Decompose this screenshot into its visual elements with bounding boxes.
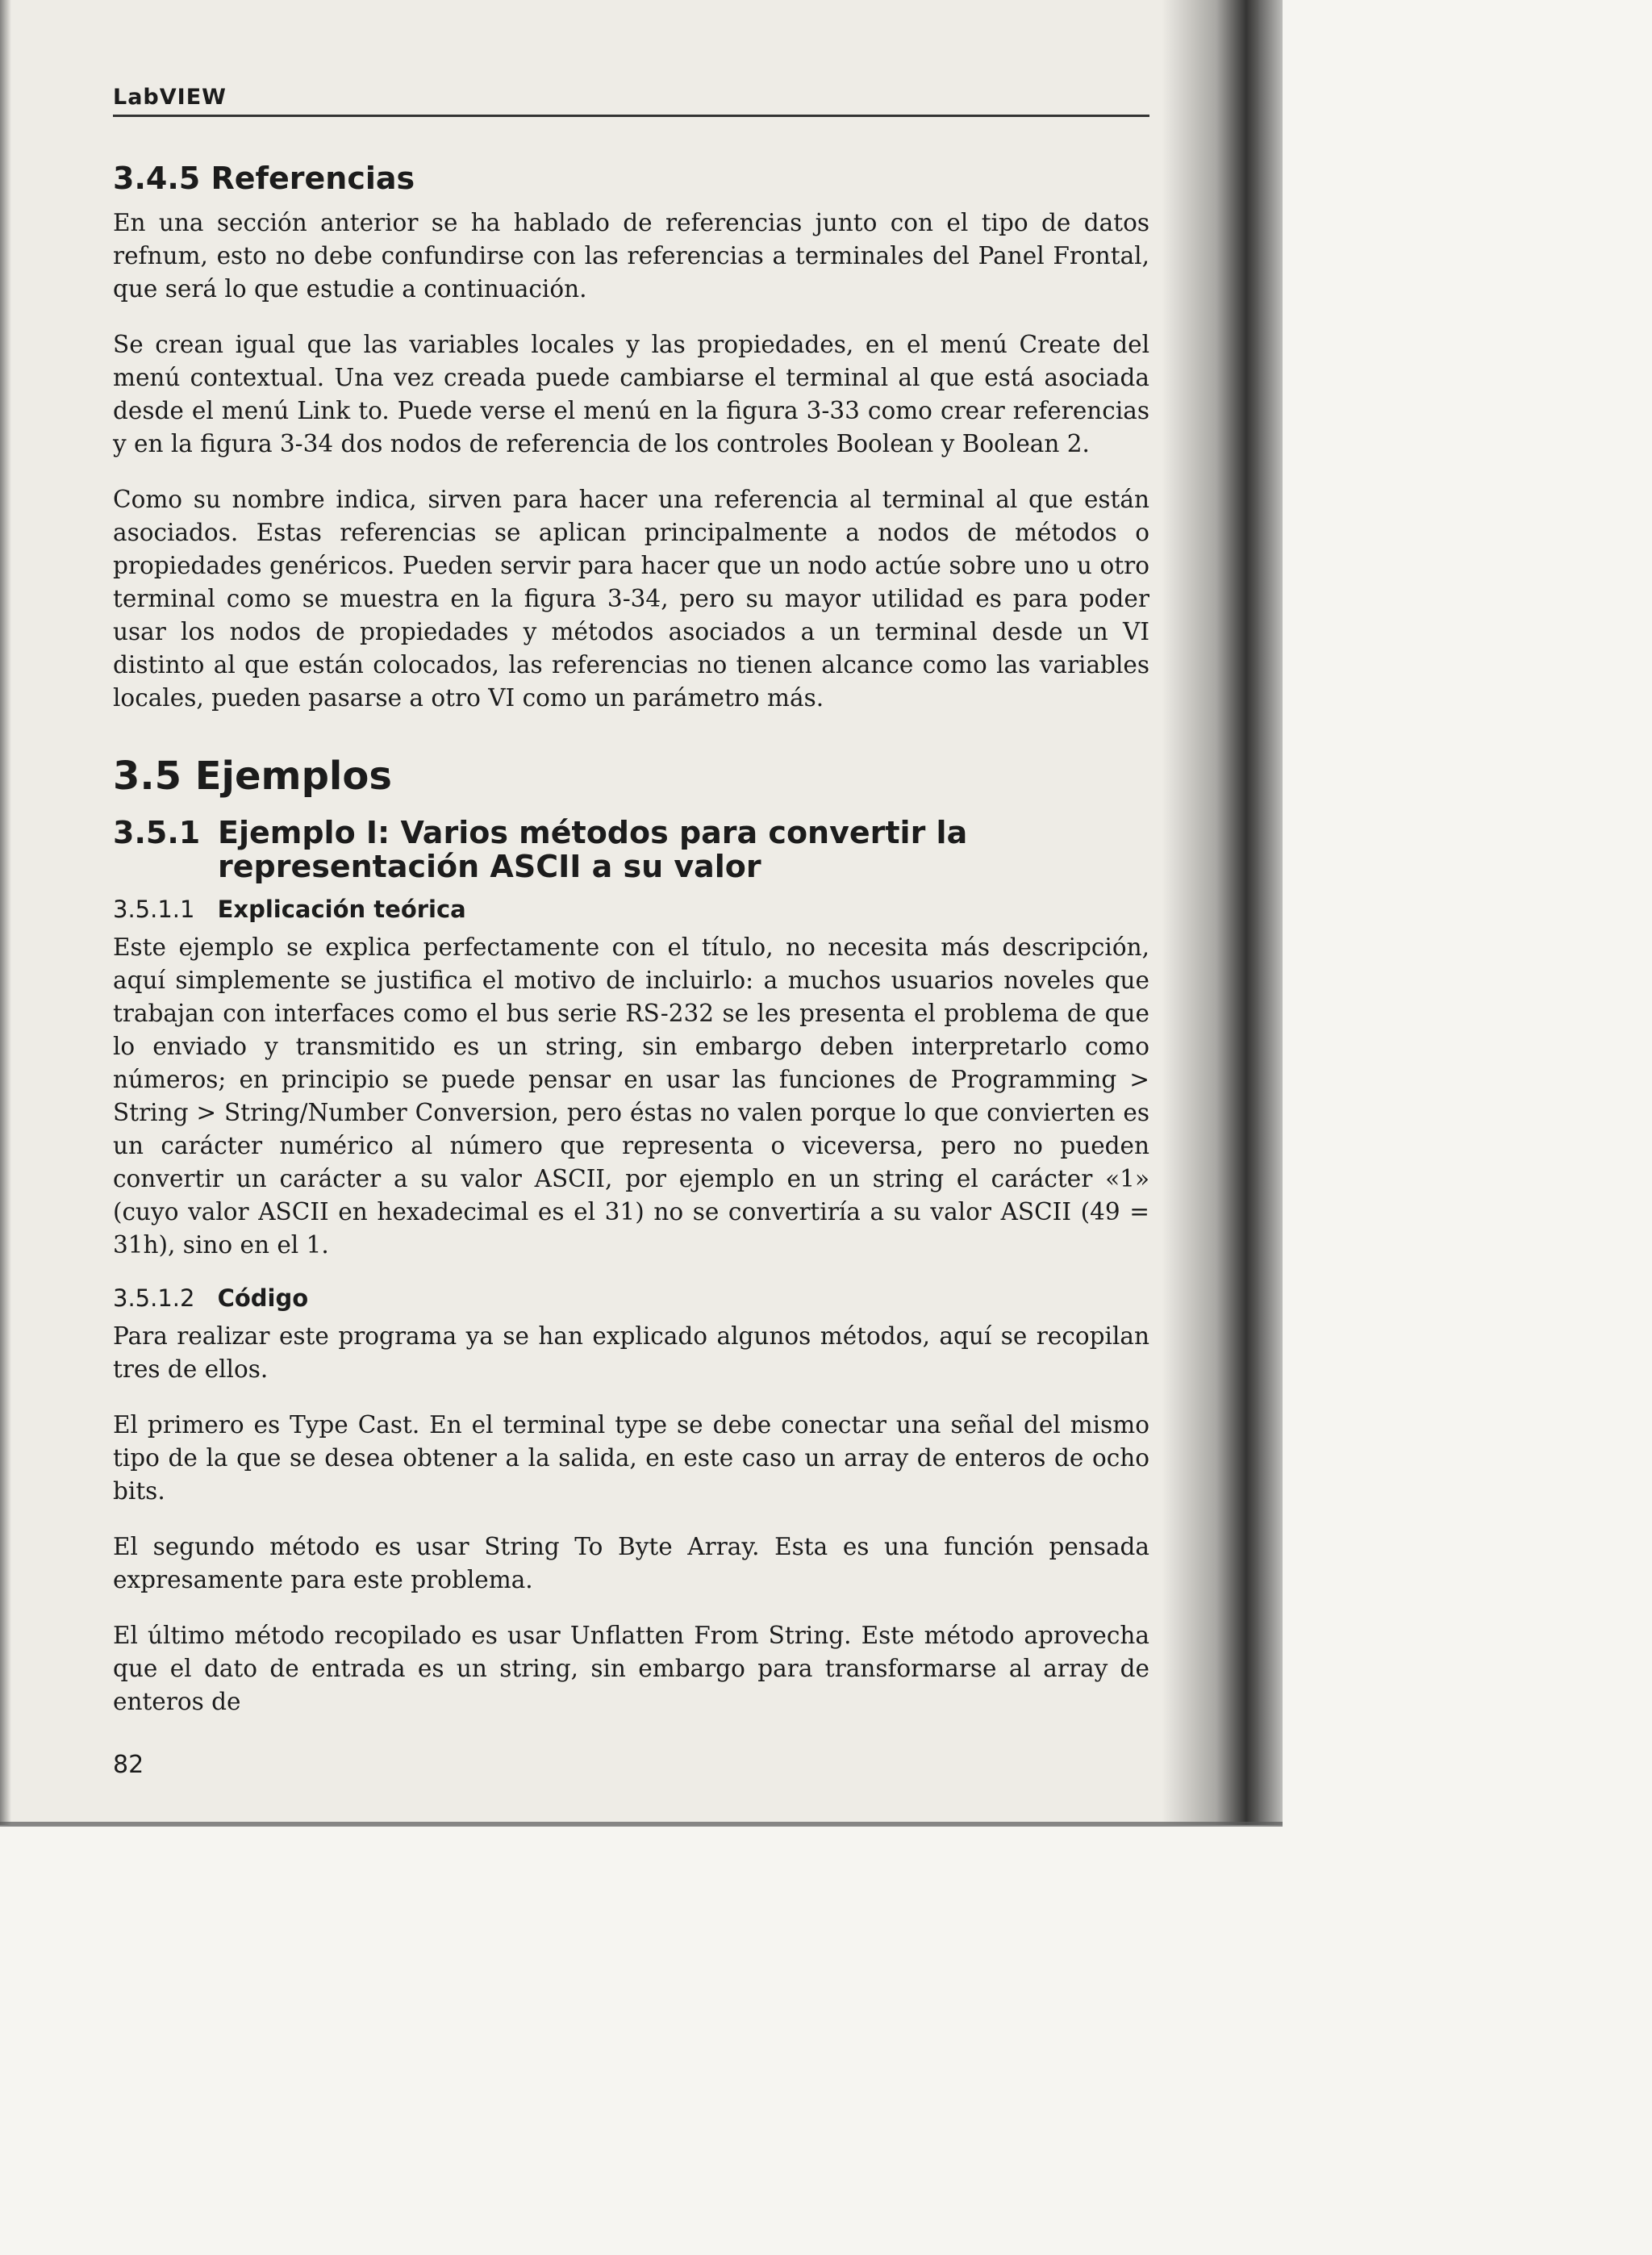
- page-left-edge: [0, 0, 11, 1825]
- section-3-5-heading: [113, 755, 1149, 798]
- section-number: 3.4.5: [113, 161, 201, 196]
- running-header: LabVIEW: [113, 85, 1149, 117]
- section-3-5-1-2-heading: [113, 1284, 1149, 1312]
- paragraph: En una sección anterior se ha hablado de referencias junto con el tipo de datos refnum, esto no debe confundirse con las referencias a terminales del Panel Frontal, que será lo que estudie a continuación.: [113, 208, 1149, 303]
- section-3-4-5-heading: [113, 161, 1149, 197]
- section-number: 3.5.1.1: [113, 896, 195, 924]
- section-title: Explicación teórica: [217, 896, 466, 924]
- page-bottom-edge: [0, 1822, 1283, 1827]
- page-gutter-shadow: [1162, 0, 1283, 1825]
- page-content: [113, 161, 1149, 1741]
- section-title: Ejemplos: [194, 753, 392, 799]
- section-number: 3.5.1: [113, 815, 201, 851]
- section-number: 3.5.1.2: [113, 1284, 195, 1313]
- section-title: Código: [217, 1284, 309, 1313]
- paragraph: Para realizar este programa ya se han explicado algunos métodos, aquí se recopilan tres de ellos.: [113, 1322, 1149, 1384]
- section-3-5-1-1-heading: [113, 896, 1149, 923]
- paragraph: Se crean igual que las variables locales y las propiedades, en el menú Create del menú contextual. Una vez creada puede cambiarse el terminal al que está asociada desde el menú Link to. Puede verse el menú en la figura 3-33 como crear referencias y en la figura 3-34 dos nodos de referencia de los controles Boolean y Boolean 2.: [113, 330, 1149, 457]
- section-number: 3.5: [113, 753, 182, 799]
- paragraph: Como su nombre indica, sirven para hacer una referencia al terminal al que están asociados. Estas referencias se aplican principalmente a nodos de métodos o propiedades genéricos. Pueden servir para hacer que un nodo actúe sobre uno u otro terminal como se muestra en la figura 3-34, pero su mayor utilidad es para poder usar los nodos de propiedades y métodos asociados a un terminal desde un VI distinto al que están colocados, las referencias no tienen alcance como las variables locales, pueden pasarse a otro VI como un parámetro más.: [113, 485, 1149, 712]
- paragraph: El segundo método es usar String To Byte Array. Esta es una función pensada expresamente para este problema.: [113, 1533, 1149, 1594]
- paragraph: El primero es Type Cast. En el terminal type se debe conectar una señal del mismo tipo de la que se desea obtener a la salida, en este caso un array de enteros de ocho bits.: [113, 1411, 1149, 1505]
- section-title: Ejemplo I: Varios métodos para convertir la representación ASCII a su valor: [218, 815, 968, 885]
- paragraph: El último método recopilado es usar Unflatten From String. Este método aprovecha que el dato de entrada es un string, sin embargo para transformarse al array de enteros de: [113, 1622, 1149, 1716]
- section-title: Referencias: [211, 161, 415, 196]
- section-3-5-1-heading: [113, 816, 1149, 884]
- paragraph: Este ejemplo se explica perfectamente con el título, no necesita más descripción, aquí simplemente se justifica el motivo de incluirlo: a muchos usuarios noveles que trabajan con interfaces como el bus serie RS-232 se les presenta el problema de que lo enviado y transmitido es un string, sin embargo deben interpretarlo como números; en principio se puede pensar en usar las funciones de Programming > String > String/Number Conversion, pero éstas no valen porque lo que convierten es un carácter numérico al número que representa o viceversa, pero no pueden convertir un carácter a su valor ASCII, por ejemplo en un string el carácter «1» (cuyo valor ASCII en hexadecimal es el 31) no se convertiría a su valor ASCII (49 = 31h), sino en el 1.: [113, 933, 1149, 1259]
- page-number: 82: [113, 1751, 144, 1779]
